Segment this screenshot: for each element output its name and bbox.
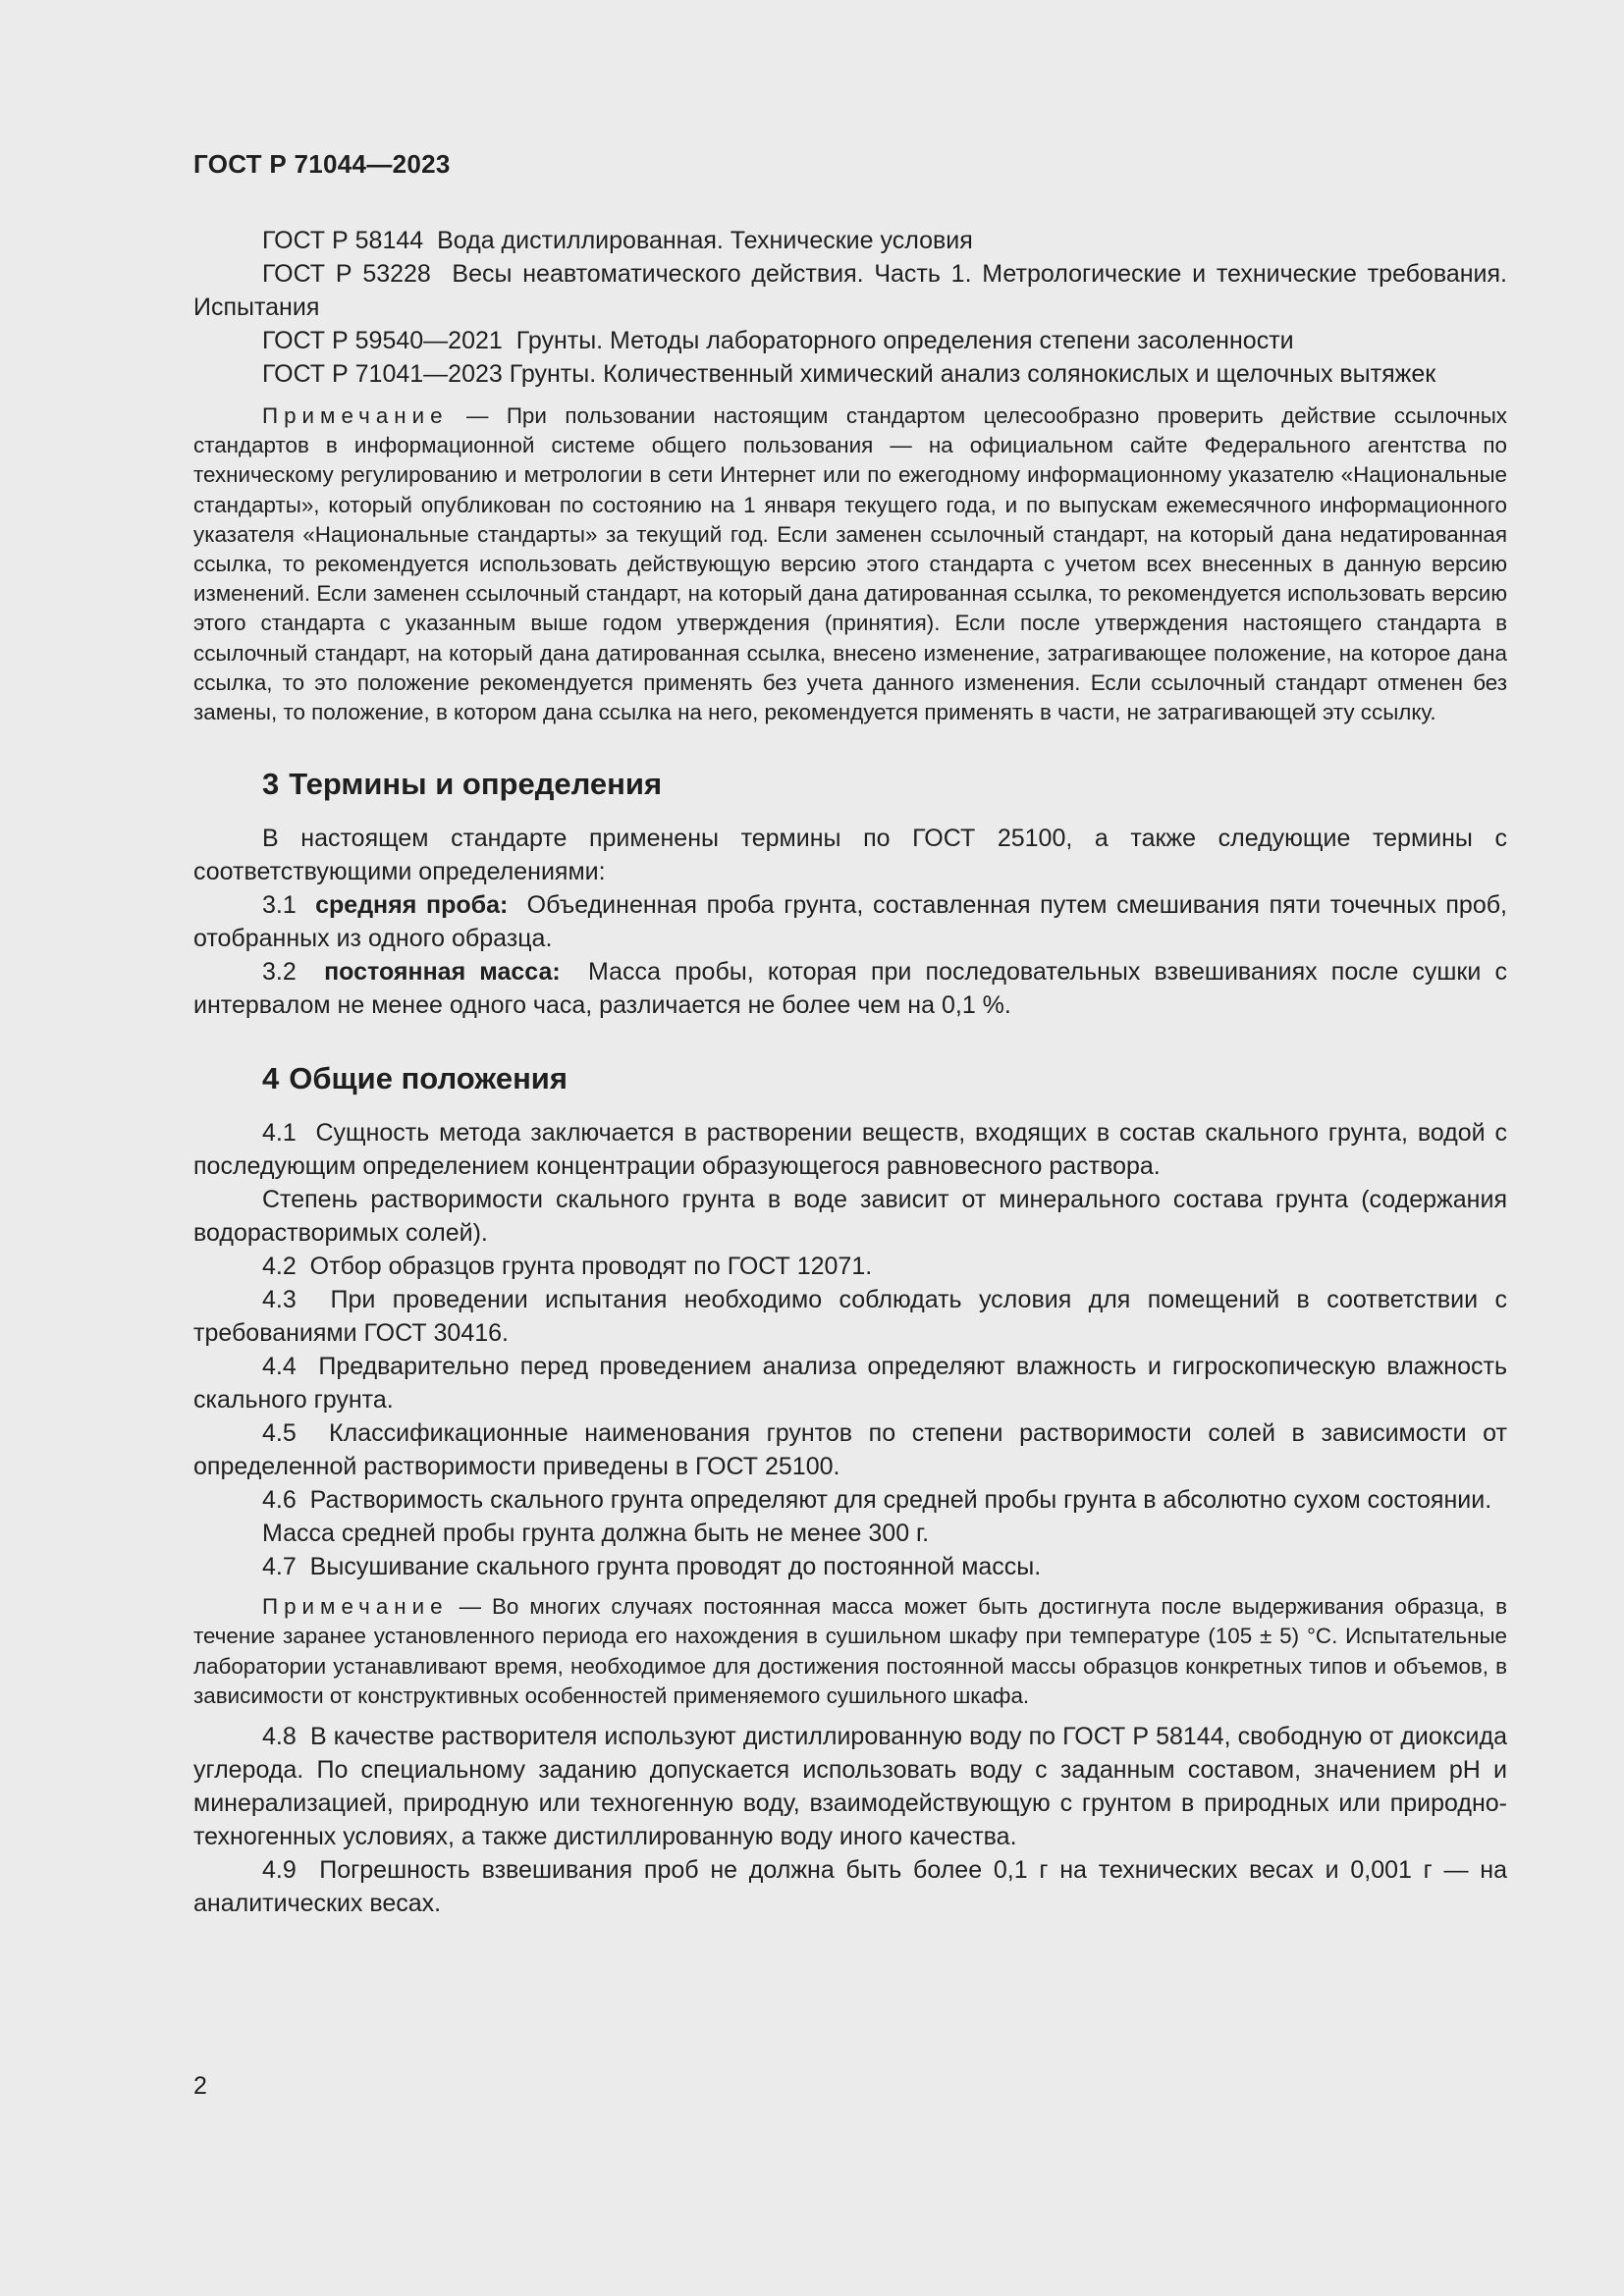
reference-item: ГОСТ Р 53228 Весы неавтоматического действия. Часть 1. Метрологические и технические требования. Испытания [193,260,1507,321]
references-list [193,224,1507,391]
document-body [193,224,1507,1920]
clause-4-4: 4.4 Предварительно перед проведением анализа определяют влажность и гигроскопическую влажность скального грунта. [193,1353,1507,1415]
reference-item: ГОСТ Р 58144 Вода дистиллированная. Технические условия [262,227,973,254]
clause-4-2: 4.2 Отбор образцов грунта проводят по ГОСТ 12071. [262,1253,873,1281]
clause-4-3: 4.3 При проведении испытания необходимо соблюдать условия для помещений в соответствии с требованиями ГОСТ 30416. [193,1286,1507,1348]
note-label: Примечание [262,403,449,428]
note-constant-mass: Примечание — Во многих случаях постоянная масса может быть достигнута после выдерживания образца, в течение заранее установленного периода его нахождения в сушильном шкафу при температуре (105 ± 5) °С. Испытательные лаборатории устанавливают время, необходимое для достижения постоянной массы образцов конкретных типов и объемов, в зависимости от конструктивных особенностей применяемого сушильного шкафа. [193,1594,1507,1708]
term-name: средняя проба: [315,891,509,920]
note-label: Примечание [262,1594,449,1620]
term-definition: 3.1 средняя проба: Объединенная проба грунта, составленная путем смешивания пяти точечных проб, отобранных из одного образца. [193,891,1507,953]
section-heading-3: 3 Термины и определения [262,767,663,802]
note-references: Примечание — При пользовании настоящим стандартом целесообразно проверить действие ссылочных стандартов в информационной системе общего пользования — на официальном сайте Федерального агентства по техническому регулированию и метрологии в сети Интернет или по ежегодному информационному указателю «Национальные стандарты», который опубликован по состоянию на 1 января текущего года, и по выпускам ежемесячного информационного указателя «Национальные стандарты» за текущий год. Если заменен ссылочный стандарт, на который дана недатированная ссылка, то рекомендуется использовать действующую версию этого стандарта с учетом всех внесенных в данную версию изменений. Если заменен ссылочный стандарт, на который дана датированная ссылка, то рекомендуется использовать версию этого стандарта с указанным выше годом утверждения (принятия). Если после утверждения настоящего стандарта в ссылочный стандарт, на который дана датированная ссылка, внесено изменение, затрагивающее положение, на которое дана ссылка, то это положение рекомендуется применять без учета данного изменения. Если ссылочный стандарт отменен без замены, то положение, в котором дана ссылка на него, рекомендуется применять в части, не затрагивающей эту ссылку. [193,403,1507,725]
section3-intro: В настоящем стандарте применены термины по ГОСТ 25100, а также следующие термины с соответствующими определениями: [193,825,1507,886]
clause-4-6: 4.6 Растворимость скального грунта определяют для средней пробы грунта в абсолютно сухом состоянии. [262,1486,1492,1515]
clause-4-6-continued: Масса средней пробы грунта должна быть не менее 300 г. [262,1520,930,1548]
section-heading-4: 4 Общие положения [262,1061,568,1096]
clause-4-9: 4.9 Погрешность взвешивания проб не должна быть более 0,1 г на технических весах и 0,001 г — на аналитических весах. [193,1856,1507,1918]
page-number: 2 [193,2072,207,2100]
clause-4-8: 4.8 В качестве растворителя используют дистиллированную воду по ГОСТ Р 58144, свободную от диоксида углерода. По специальному заданию допускается использовать воду с заданным составом, значением pH и минерализацией, природную или техногенную воду, взаимодействующую с грунтом в природных или природно-техногенных условиях, а также дистиллированную воду иного качества. [193,1723,1507,1851]
reference-item: ГОСТ Р 71041—2023 Грунты. Количественный химический анализ солянокислых и щелочных вытяжек [262,360,1436,388]
term-name: постоянная масса: [324,958,561,987]
clause-4-7: 4.7 Высушивание скального грунта проводят до постоянной массы. [262,1553,1042,1581]
clause-4-5: 4.5 Классификационные наименования грунтов по степени растворимости солей в зависимости от определенной растворимости приведены в ГОСТ 25100. [193,1419,1507,1481]
clause-4-1-continued: Степень растворимости скального грунта в воде зависит от минерального состава грунта (содержания водорастворимых солей). [193,1186,1507,1248]
clause-4-1: 4.1 Сущность метода заключается в растворении веществ, входящих в состав скального грунта, водой с последующим определением концентрации образующегося равновесного раствора. [193,1119,1507,1181]
reference-item: ГОСТ Р 59540—2021 Грунты. Методы лабораторного определения степени засоленности [262,327,1294,354]
document-header: ГОСТ Р 71044—2023 [193,149,451,179]
term-definition: 3.2 постоянная масса: Масса пробы, которая при последовательных взвешиваниях после сушки с интервалом не менее одного часа, различается не более чем на 0,1 %. [193,958,1507,1020]
